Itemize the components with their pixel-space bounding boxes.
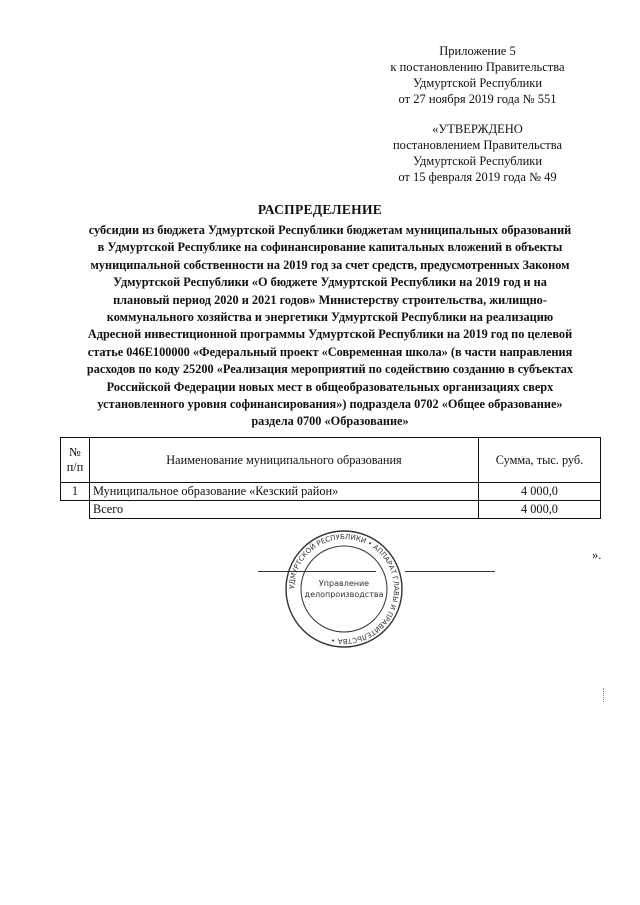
scan-edge-mark xyxy=(603,688,605,702)
subtitle-line: Российской Федерации новых мест в общеобразовательных организациях сверх xyxy=(106,379,554,394)
approval-block xyxy=(360,121,595,185)
table-header-row xyxy=(61,438,601,483)
appendix-line: Удмуртской Республики xyxy=(412,76,543,90)
subtitle-line: коммунального хозяйства и энергетики Удмуртской Республики на реализацию xyxy=(106,310,554,325)
subtitle-line: субсидии из бюджета Удмуртской Республики бюджетам муниципальных образований xyxy=(88,223,572,237)
header-number: № п/п xyxy=(61,438,90,483)
subtitle-line: раздела 0700 «Образование» xyxy=(251,414,409,429)
appendix-line: от 27 ноября 2019 года № 551 xyxy=(398,92,557,106)
subtitle-line: Удмуртской Республики «О бюджете Удмуртской Республики на 2019 год и на xyxy=(113,275,547,290)
row-sum: 4 000,0 xyxy=(479,483,601,501)
stamp-center-line: делопроизводства xyxy=(304,590,384,599)
document-title: РАСПРЕДЕЛЕНИЕ xyxy=(257,202,383,217)
total-label: Всего xyxy=(90,501,479,519)
approval-line: от 15 февраля 2019 года № 49 xyxy=(398,170,557,184)
table-row xyxy=(61,483,601,501)
subtitle-line: муниципальной собственности на 2019 год за счет средств, предусмотренных Законом xyxy=(90,257,570,272)
document-subtitle xyxy=(60,222,600,431)
appendix-block xyxy=(360,43,595,107)
total-empty-cell xyxy=(61,501,90,519)
header-name: Наименование муниципального образования xyxy=(90,438,479,483)
closing-quote: ». xyxy=(592,548,602,562)
row-number: 1 xyxy=(61,483,90,501)
stamp-ring-text: УДМУРТСКОЙ РЕСПУБЛИКИ • АППАРАТ ГЛАВЫ И ПРАВИТЕЛЬСТВА • xyxy=(287,532,401,646)
subtitle-line: установленного уровня софинансирования») подраздела 0702 «Общее образование» xyxy=(97,397,563,412)
approval-line: постановлением Правительства xyxy=(392,138,563,152)
stamp-center-line: Управление xyxy=(318,579,370,588)
distribution-table xyxy=(60,437,601,519)
approval-line: «УТВЕРЖДЕНО xyxy=(432,122,523,136)
official-stamp xyxy=(283,528,405,650)
header-sum: Сумма, тыс. руб. xyxy=(479,438,601,483)
appendix-line: к постановлению Правительства xyxy=(390,60,565,74)
signature-line xyxy=(405,571,495,572)
table-total-row xyxy=(61,501,601,519)
subtitle-line: расходов по коду 25200 «Реализация мероприятий по содействию созданию в субъектах xyxy=(86,362,574,377)
subtitle-line: Адресной инвестиционной программы Удмуртской Республики на 2019 год по целевой xyxy=(87,327,573,342)
row-name: Муниципальное образование «Кезский район» xyxy=(90,483,479,501)
approval-line: Удмуртской Республики xyxy=(412,154,543,168)
appendix-line: Приложение 5 xyxy=(439,44,516,58)
svg-text:УДМУРТСКОЙ РЕСПУБЛИКИ • АППАРА xyxy=(288,533,400,645)
total-sum: 4 000,0 xyxy=(479,501,601,519)
subtitle-line: плановый период 2020 и 2021 годов» Министерству строительства, жилищно- xyxy=(113,292,547,307)
subtitle-line: статье 046E100000 «Федеральный проект «Современная школа» (в части направления xyxy=(87,344,573,359)
subtitle-line: в Удмуртской Республике на софинансирование капитальных вложений в объекты xyxy=(97,240,563,255)
